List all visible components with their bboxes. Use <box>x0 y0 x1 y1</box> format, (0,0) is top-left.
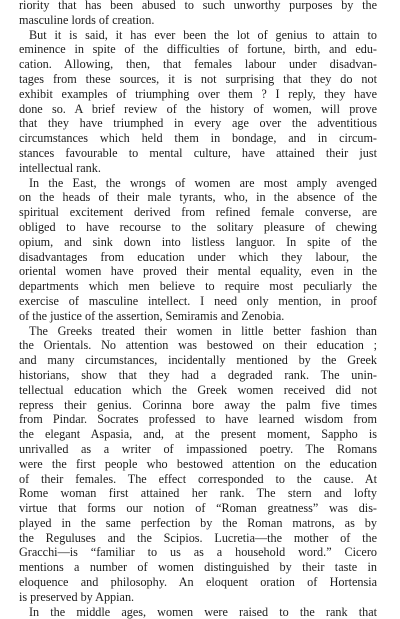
text-line: intellectual rank. <box>19 160 101 175</box>
paragraph <box>19 605 377 619</box>
text-line: cation. Allowing, then, that females labour under disadvan- <box>19 57 377 72</box>
text-line: repress their genius. Corinna bore away the palm five times <box>19 397 377 412</box>
text-line: eminence in spite of the difficulties of fortune, birth, and edu- <box>19 42 377 57</box>
text-line: and many circumstances, incidentally mentioned by the Greek <box>19 353 377 368</box>
text-line: tellectual education which the Greek women received did not <box>19 382 377 397</box>
paragraph <box>19 0 377 28</box>
text-line: played in the same perfection by the Roman matrons, as by <box>19 515 377 530</box>
text-line: exercise of masculine intellect. I need only mention, in proof <box>19 293 377 308</box>
paragraph <box>19 28 377 176</box>
text-line: Rome woman first attained her rank. The stern and lofty <box>19 486 377 501</box>
text-line: is preserved by Appian. <box>19 589 135 604</box>
text-line: obliged to have recourse to the solitary pleasure of chewing <box>19 219 377 234</box>
text-line: tages from these sources, it is not surprising that they do not <box>19 71 377 86</box>
text-line: departments which men believe to require most peculiarly the <box>19 279 377 294</box>
paragraph <box>19 176 377 324</box>
text-line: spiritual excitement derived from refined female converse, are <box>19 205 377 220</box>
text-line: done so. A brief review of the history of women, will prove <box>19 101 377 116</box>
text-line: In the East, the wrongs of women are most amply avenged <box>29 175 377 190</box>
text-line: The Greeks treated their women in little better fashion than <box>29 323 377 338</box>
paragraph <box>19 324 377 605</box>
text-line: In the middle ages, women were raised to the rank that <box>29 604 377 619</box>
text-line: of the justice of the assertion, Semiramis and Zenobia. <box>19 308 285 323</box>
text-line: opium, and sink down into listless languor. In spite of the <box>19 234 377 249</box>
text-line: on the heads of their male tyrants, who, in the absence of the <box>19 190 377 205</box>
text-line: masculine lords of creation. <box>19 12 155 27</box>
text-line: the Reguluses and the Scipios. Lucretia—the mother of the <box>19 530 377 545</box>
text-line: Gracchi—is “familiar to us as a household word.” Cicero <box>19 545 377 560</box>
text-line: the elegant Aspasia, and, at the present moment, Sappho is <box>19 427 377 442</box>
text-line: eloquence and philosophy. An eloquent oration of Hortensia <box>19 575 377 590</box>
text-line: disadvantages from education under which they labour, the <box>19 249 377 264</box>
text-line: But it is said, it has ever been the lot of genius to attain to <box>29 27 377 42</box>
text-line: oriental women have proved their mental equality, even in the <box>19 264 377 279</box>
text-line: stances favourable to mental culture, have attained their just <box>19 145 377 160</box>
text-line: of their females. The effect corresponded to the cause. At <box>19 471 377 486</box>
text-line: were the first people who bestowed attention on the education <box>19 456 377 471</box>
text-line: that they have triumphed in every age over the adventitious <box>19 116 377 131</box>
text-line: unrivalled as a writer of impassioned poetry. The Romans <box>19 441 377 456</box>
text-line: circumstances which held them in bondage, and in circum- <box>19 131 377 146</box>
text-line: historians, show that they had a degraded rank. The unin- <box>19 367 377 382</box>
text-line: the Orientals. No attention was bestowed on their education ; <box>19 338 377 353</box>
text-line: mentions a number of women distinguished by their taste in <box>19 560 377 575</box>
text-line: exhibit examples of triumphing over them ? I reply, they have <box>19 86 377 101</box>
text-line: riority that has been abused to such unworthy purposes by the <box>19 0 377 12</box>
text-line: virtue that forms our notion of “Roman greatness” was dis- <box>19 501 377 516</box>
text-line: from Pindar. Socrates professed to have learned wisdom from <box>19 412 377 427</box>
